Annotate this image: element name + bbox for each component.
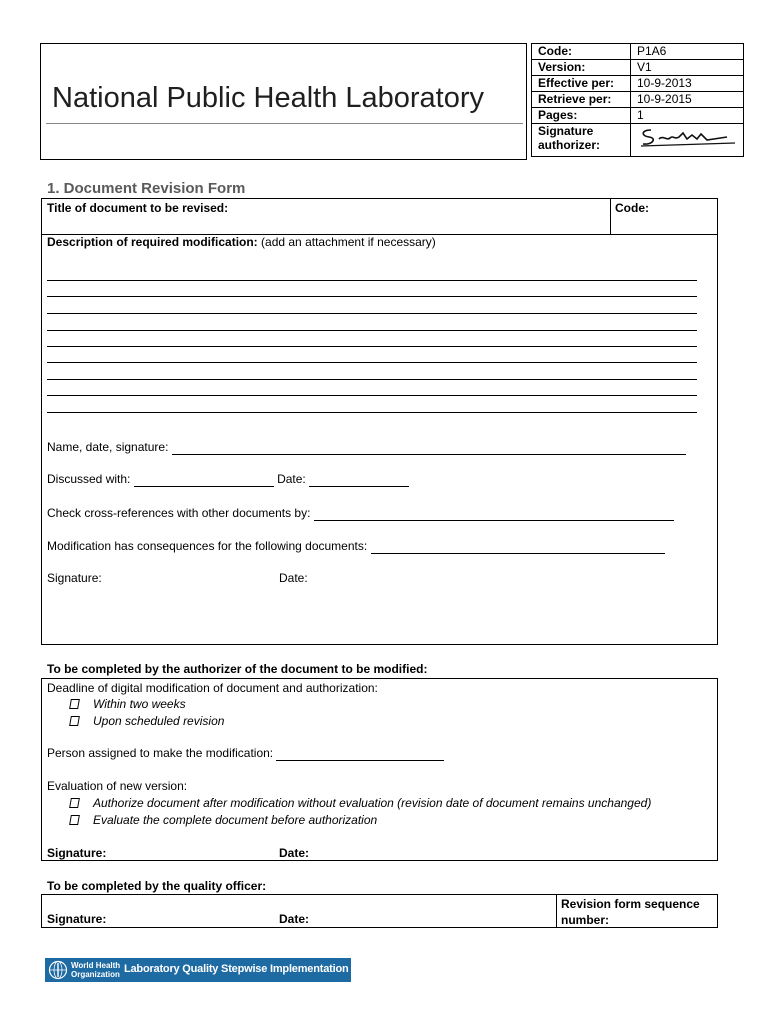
option-authorize-without-evaluation[interactable]: Authorize document after modification without evaluation (revision date of document remains unchanged)	[70, 796, 651, 810]
name-date-signature-field[interactable]	[172, 440, 686, 455]
option-upon-scheduled-revision[interactable]: Upon scheduled revision	[70, 714, 224, 728]
title-of-document-label: Title of document to be revised:	[47, 201, 229, 215]
meta-row-version: Version: V1	[532, 60, 744, 76]
meta-row-pages: Pages: 1	[532, 108, 744, 124]
form3-date-label: Date:	[279, 912, 310, 926]
meta-row-code: Code: P1A6	[532, 44, 744, 60]
document-meta-table	[531, 43, 744, 157]
person-assigned-field[interactable]	[276, 746, 444, 761]
discussed-date-field[interactable]	[309, 472, 409, 487]
who-emblem-icon	[48, 960, 68, 980]
form2-signature-label: Signature:	[47, 846, 107, 860]
section-title: 1. Document Revision Form	[47, 180, 246, 197]
quality-officer-divider	[556, 894, 557, 928]
name-date-signature-row: Name, date, signature:	[47, 440, 686, 455]
checkbox-icon[interactable]	[69, 798, 80, 808]
description-line[interactable]	[47, 362, 697, 363]
description-line[interactable]	[47, 379, 697, 380]
title-underline	[46, 123, 523, 124]
signature-label-1: Signature	[538, 124, 594, 138]
form3-signature-label: Signature:	[47, 912, 107, 926]
form1-signature-label: Signature:	[47, 571, 102, 585]
cross-reference-row: Check cross-references with other documents by:	[47, 506, 674, 521]
meta-row-effective: Effective per: 10-9-2013	[532, 76, 744, 92]
revision-sequence-label: Revision form sequence number:	[561, 897, 700, 927]
handwritten-signature-icon	[637, 124, 737, 152]
checkbox-icon[interactable]	[69, 815, 80, 825]
description-label: Description of required modification: (add an attachment if necessary)	[47, 235, 436, 249]
description-line[interactable]	[47, 280, 697, 281]
cross-reference-field[interactable]	[314, 506, 674, 521]
title-code-divider	[610, 198, 611, 235]
description-line[interactable]	[47, 330, 697, 331]
who-org-name: World Health Organization	[71, 961, 121, 979]
code-label: Code:	[615, 201, 649, 215]
checkbox-icon[interactable]	[69, 716, 80, 726]
authorizer-heading: To be completed by the authorizer of the document to be modified:	[47, 662, 428, 676]
description-line[interactable]	[47, 346, 697, 347]
evaluation-label: Evaluation of new version:	[47, 779, 188, 793]
discussed-with-row: Discussed with: Date:	[47, 472, 409, 487]
who-lqsi-banner	[45, 958, 371, 982]
consequences-row: Modification has consequences for the following documents:	[47, 539, 665, 554]
form1-date-label: Date:	[279, 571, 308, 585]
lqsi-tool-name: Laboratory Quality Stepwise Implementation tool	[124, 963, 371, 975]
option-evaluate-complete-document[interactable]: Evaluate the complete document before authorization	[70, 813, 377, 827]
description-line[interactable]	[47, 296, 697, 297]
description-line[interactable]	[47, 412, 697, 413]
checkbox-icon[interactable]	[69, 699, 80, 709]
quality-officer-heading: To be completed by the quality officer:	[47, 879, 267, 893]
signature-label-2: authorizer:	[538, 138, 601, 152]
lab-name-title: National Public Health Laboratory	[52, 82, 485, 114]
form2-date-label: Date:	[279, 846, 310, 860]
description-line[interactable]	[47, 395, 697, 396]
person-assigned-row: Person assigned to make the modification:	[47, 746, 444, 761]
consequences-field[interactable]	[371, 539, 665, 554]
discussed-with-field[interactable]	[134, 472, 274, 487]
option-within-two-weeks[interactable]: Within two weeks	[70, 697, 186, 711]
meta-row-signature	[532, 124, 744, 157]
description-line[interactable]	[47, 313, 697, 314]
signature-cell	[631, 124, 744, 157]
meta-row-retrieve: Retrieve per: 10-9-2015	[532, 92, 744, 108]
deadline-label: Deadline of digital modification of document and authorization:	[47, 681, 378, 695]
